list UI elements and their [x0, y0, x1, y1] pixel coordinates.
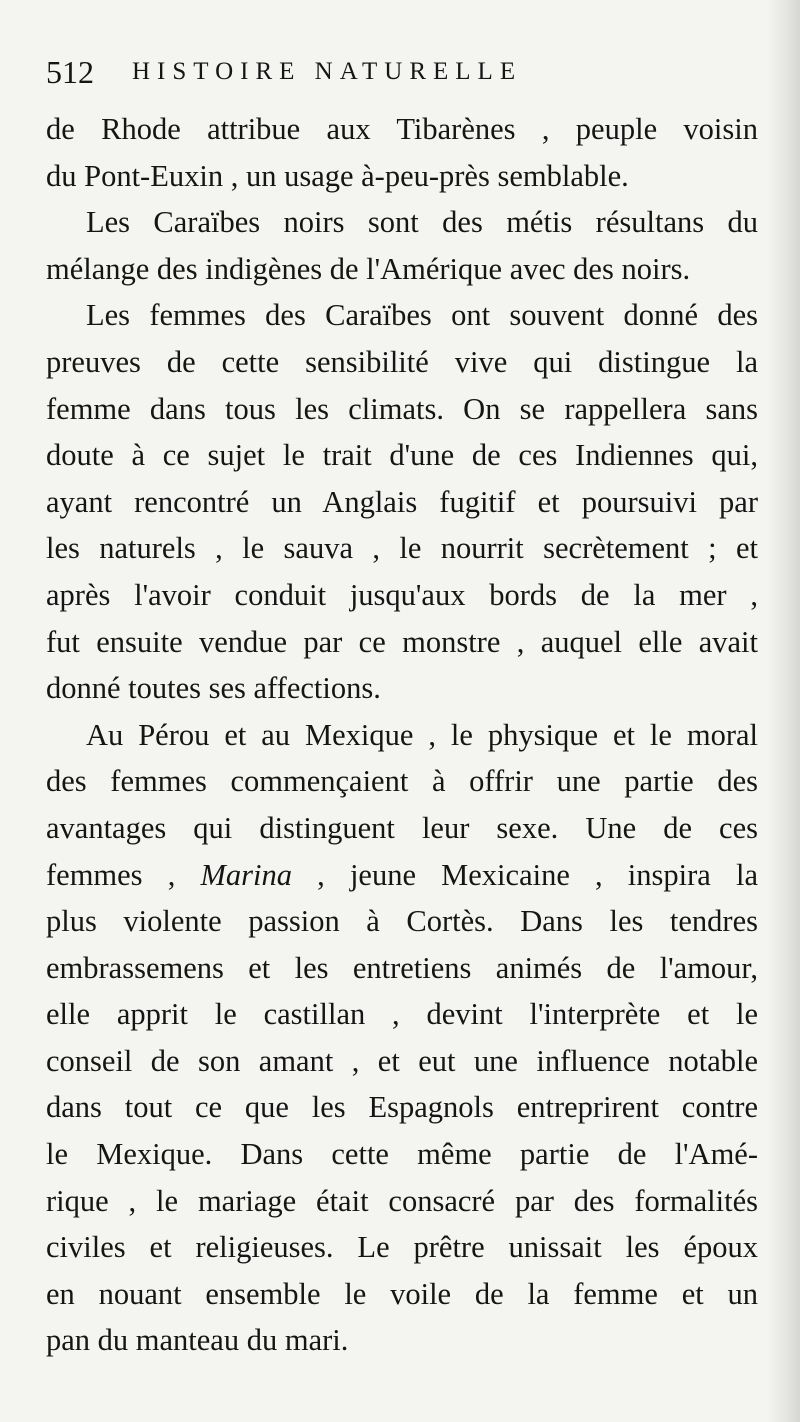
- text-line: le Mexique. Dans cette même partie de l'Amé-: [46, 1137, 758, 1172]
- text-line: en nouant ensemble le voile de la femme et un: [46, 1276, 758, 1311]
- text-line: donné toutes ses affections.: [46, 671, 381, 706]
- page-number: 512: [46, 54, 94, 90]
- text-line: femme dans tous les climats. On se rappellera sans: [46, 391, 758, 426]
- text-line: Les femmes des Caraïbes ont souvent donné des: [86, 298, 758, 333]
- text-line: Au Pérou et au Mexique , le physique et le moral: [86, 717, 758, 752]
- text-fragment: , jeune Mexicaine , inspira la: [292, 857, 758, 892]
- text-line: du Pont-Euxin , un usage à-peu-près semblable.: [46, 158, 629, 193]
- text-line: conseil de son amant , et eut une influence notable: [46, 1043, 758, 1078]
- text-line: des femmes commençaient à offrir une partie des: [46, 764, 758, 799]
- text-line: elle apprit le castillan , devint l'interprète et le: [46, 997, 758, 1032]
- text-line: doute à ce sujet le trait d'une de ces Indiennes qui,: [46, 438, 758, 473]
- text-fragment: femmes ,: [46, 857, 201, 892]
- text-line: plus violente passion à Cortès. Dans les tendres: [46, 904, 758, 939]
- text-line: après l'avoir conduit jusqu'aux bords de la mer ,: [46, 577, 758, 612]
- running-header: [46, 48, 746, 96]
- text-line: avantages qui distinguent leur sexe. Une de ces: [46, 810, 758, 845]
- text-line: embrassemens et les entretiens animés de l'amour,: [46, 950, 758, 985]
- text-line: civiles et religieuses. Le prêtre unissait les époux: [46, 1230, 758, 1265]
- text-line: pan du manteau du mari.: [46, 1323, 349, 1358]
- text-line: de Rhode attribue aux Tibarènes , peuple voisin: [46, 112, 758, 146]
- text-line: ayant rencontré un Anglais fugitif et poursuivi par: [46, 484, 758, 519]
- text-line-with-italic: [46, 852, 758, 899]
- italic-name-marina: Marina: [200, 857, 292, 892]
- text-line: Les Caraïbes noirs sont des métis résultans du: [86, 205, 758, 240]
- text-line: fut ensuite vendue par ce monstre , auquel elle avait: [46, 624, 758, 659]
- text-line: rique , le mariage était consacré par des formalités: [46, 1183, 758, 1218]
- page-edge-shadow: [766, 0, 800, 1422]
- text-line: mélange des indigènes de l'Amérique avec des noirs.: [46, 251, 691, 286]
- text-line: dans tout ce que les Espagnols entreprirent contre: [46, 1090, 758, 1125]
- body-text: [46, 106, 758, 1364]
- text-line: preuves de cette sensibilité vive qui distingue la: [46, 344, 758, 379]
- text-line: les naturels , le sauva , le nourrit secrètement ; et: [46, 531, 758, 566]
- running-title: HISTOIRE NATURELLE: [132, 58, 523, 85]
